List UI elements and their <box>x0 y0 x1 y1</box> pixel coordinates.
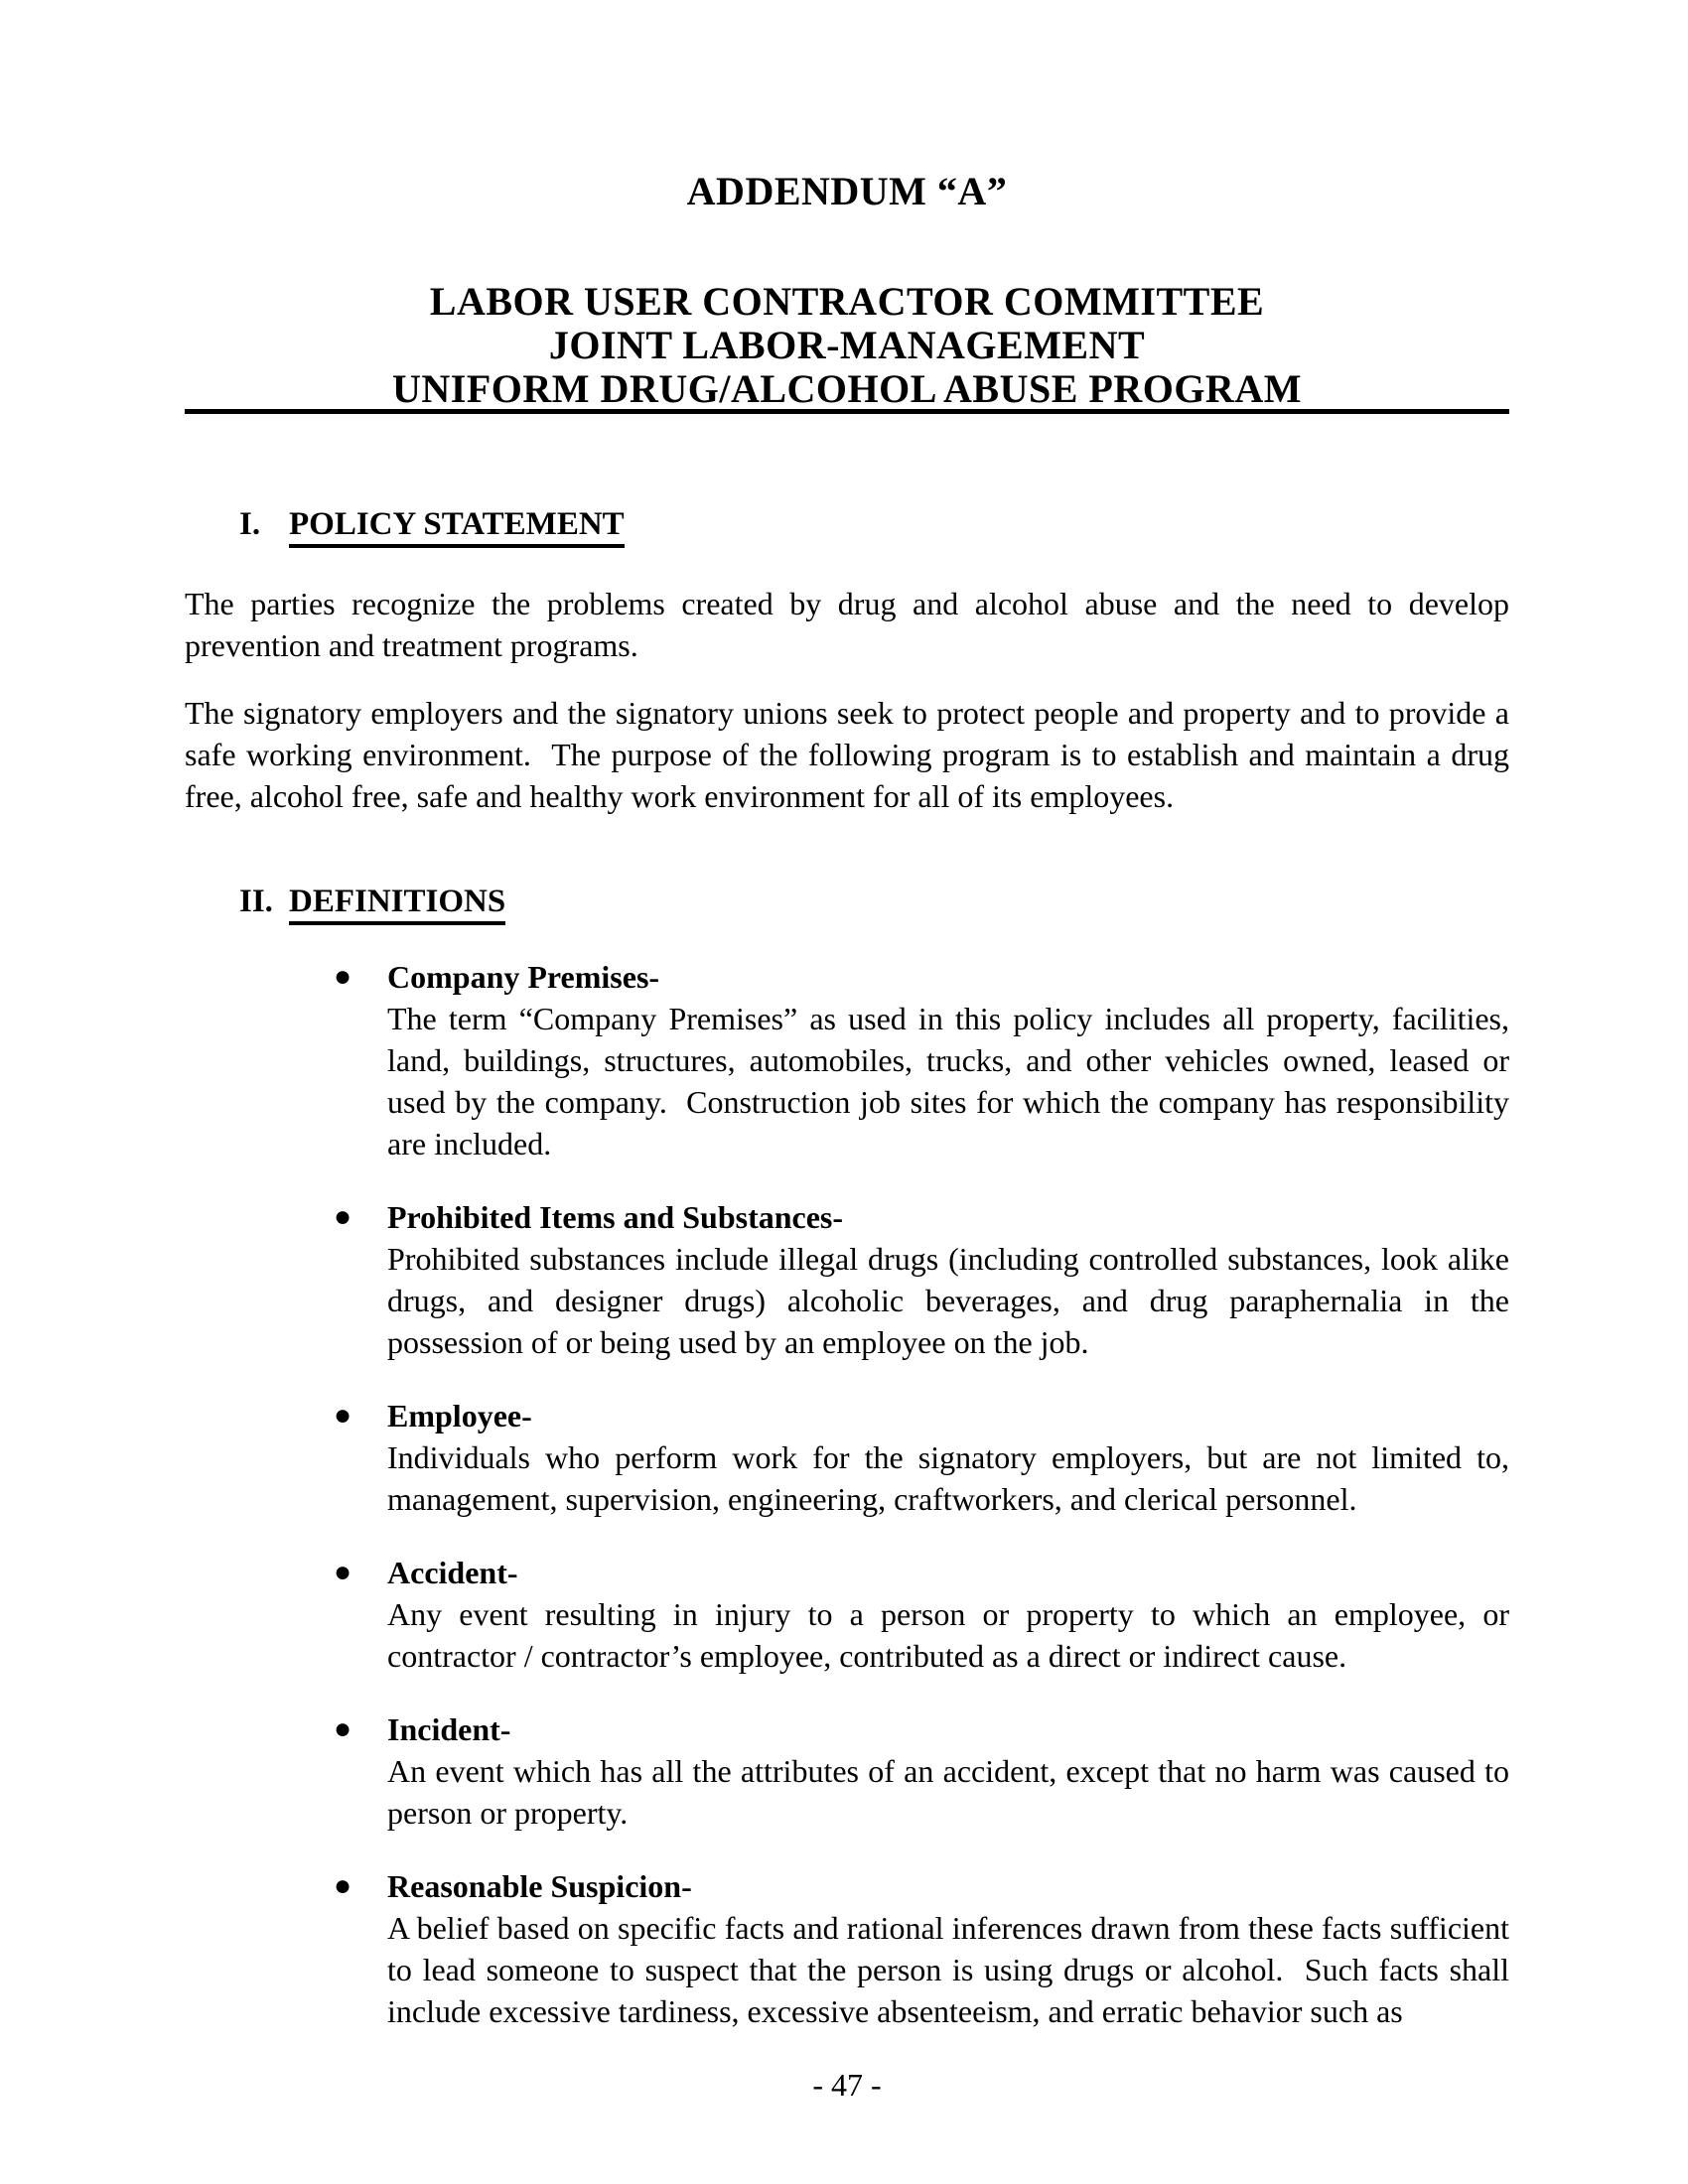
bullet-icon: ● <box>334 1399 352 1432</box>
page-number: - 47 - <box>812 2067 882 2103</box>
definition-content <box>387 1196 1517 1363</box>
policy-paragraph-2: The signatory employers and the signatory unions seek to protect people and property and to provide a safe working environment. The purpose of the following program is to establish and maintain a drug free, alcohol free, safe and healthy work environment for all of its employees. <box>185 695 1517 814</box>
committee-title-line-1: LABOR USER CONTRACTOR COMMITTEE <box>429 279 1265 324</box>
definitions-section-numeral: II. <box>239 884 273 919</box>
definitions-section-heading <box>185 879 1509 924</box>
definition-item-prohibited-items <box>185 1196 1517 1363</box>
bullet-icon: ● <box>334 1712 352 1745</box>
definition-text: Individuals who perform work for the signatory employers, but are not limited to, management, supervision, engineering, craftworkers, and clerical personnel. <box>387 1439 1517 1517</box>
definition-term: Employee- <box>387 1398 532 1433</box>
definition-content <box>387 1865 1517 2032</box>
committee-title-line-2: JOINT LABOR-MANAGEMENT <box>548 323 1146 367</box>
policy-section-heading <box>185 501 1509 547</box>
bullet-icon: ● <box>334 1869 352 1902</box>
definition-item-incident <box>185 1708 1517 1834</box>
definition-text: An event which has all the attributes of an accident, except that no harm was caused to person or property. <box>387 1753 1517 1831</box>
committee-title-line-3: UNIFORM DRUG/ALCOHOL ABUSE PROGRAM <box>392 366 1302 411</box>
definition-item-reasonable-suspicion <box>185 1865 1517 2032</box>
definition-text: Any event resulting in injury to a person or property to which an employee, or contractor / contractor’s employee, contributed as a direct or indirect cause. <box>387 1596 1517 1674</box>
definition-content <box>387 956 1517 1164</box>
definition-text: The term “Company Premises” as used in this policy includes all property, facilities, land, buildings, structures, automobiles, trucks, and other vehicles owned, leased or used by the company. Construction job sites for which the company has responsibility are included. <box>387 1001 1517 1161</box>
definition-item-employee <box>185 1395 1517 1520</box>
definition-text: Prohibited substances include illegal drugs (including controlled substances, look alike drugs, and designer drugs) alcoholic beverages, and drug paraphernalia in the possession of or being used by an employee on the job. <box>387 1241 1517 1360</box>
definition-term: Reasonable Suspicion- <box>387 1868 692 1904</box>
definition-content <box>387 1552 1517 1677</box>
definitions-list <box>185 956 1517 2032</box>
definition-content <box>387 1708 1517 1834</box>
definitions-section-heading-text: DEFINITIONS <box>289 884 505 925</box>
definition-content <box>387 1395 1517 1520</box>
policy-section-numeral: I. <box>239 506 261 542</box>
definition-term: Incident- <box>387 1711 511 1747</box>
definition-item-accident <box>185 1552 1517 1677</box>
policy-section-heading-text: POLICY STATEMENT <box>289 506 625 548</box>
committee-title-block <box>185 280 1509 411</box>
definition-term: Accident- <box>387 1555 518 1590</box>
bullet-icon: ● <box>334 1556 352 1588</box>
definition-term: Company Premises- <box>387 959 660 995</box>
bullet-icon: ● <box>334 960 352 993</box>
definition-text: A belief based on specific facts and rational inferences drawn from these facts sufficient to lead someone to suspect that the person is using drugs or alcohol. Such facts shall include excessive tardiness, excessive absenteeism, and erratic behavior such as <box>387 1910 1517 2029</box>
policy-paragraph-1: The parties recognize the problems created by drug and alcohol abuse and the need to develop prevention and treatment programs. <box>185 586 1517 663</box>
addendum-title: ADDENDUM “A” <box>686 169 1008 213</box>
bullet-icon: ● <box>334 1200 352 1233</box>
title-block <box>185 169 1509 214</box>
definition-item-company-premises <box>185 956 1517 1164</box>
definition-term: Prohibited Items and Substances- <box>387 1199 844 1235</box>
